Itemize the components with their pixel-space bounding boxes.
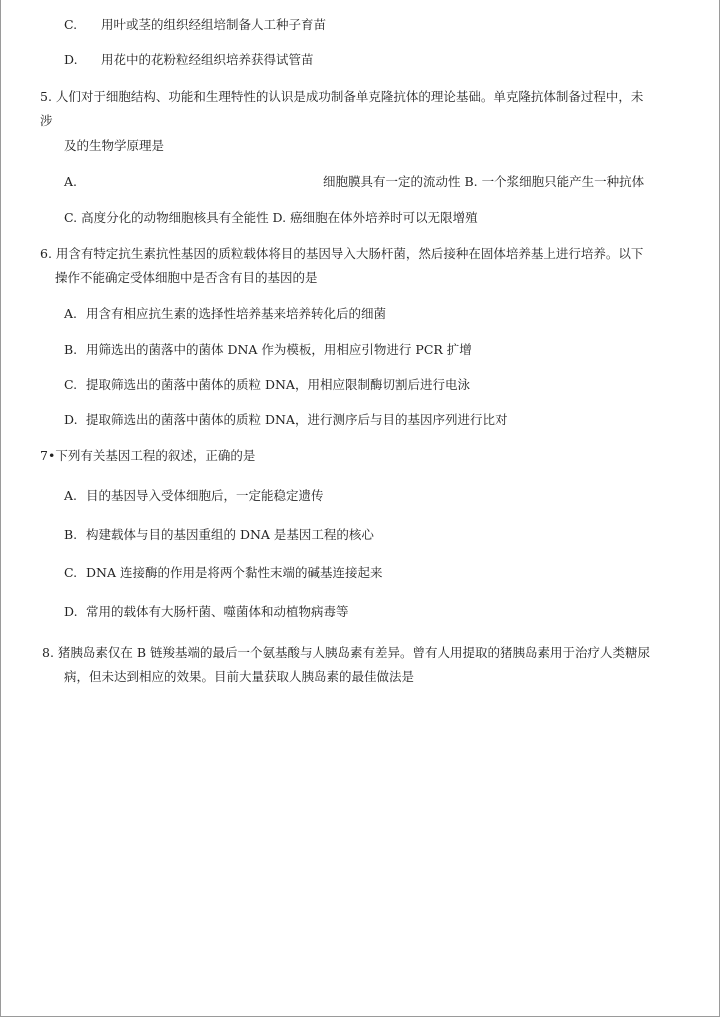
q6-option-c — [64, 377, 470, 393]
q6-option-a — [64, 306, 386, 322]
option-text: 提取筛选出的菌落中菌体的质粒 DNA，用相应限制酶切割后进行电泳 — [86, 377, 470, 392]
option-text: 用含有相应抗生素的选择性培养基来培养转化后的细菌 — [86, 306, 387, 321]
q7-option-d — [64, 604, 349, 620]
q7-stem: 7•下列有关基因工程的叙述，正确的是 — [40, 448, 256, 463]
option-label: C. — [64, 377, 78, 392]
option-label: B. — [64, 527, 78, 542]
q5-option-a-label: A. — [64, 174, 78, 189]
q6-option-d — [64, 412, 507, 428]
option-text: 常用的载体有大肠杆菌、噬菌体和动植物病毒等 — [86, 604, 349, 619]
option-text: 提取筛选出的菌落中菌体的质粒 DNA，进行测序后与目的基因序列进行比对 — [86, 412, 508, 427]
q5-option-c-d-text: C. 高度分化的动物细胞核具有全能性 D. 癌细胞在体外培养时可以无限增殖 — [64, 210, 478, 225]
q5-option-a-b-text: 细胞膜具有一定的流动性 B. 一个浆细胞只能产生一种抗体 — [323, 174, 645, 189]
q7-option-c — [64, 565, 382, 581]
q5-stem-line3: 及的生物学原理是 — [64, 138, 165, 153]
option-text: 构建载体与目的基因重组的 DNA 是基因工程的核心 — [86, 527, 374, 542]
q6-stem-line2: 操作不能确定受体细胞中是否含有目的基因的是 — [55, 270, 318, 285]
q7-option-a — [64, 488, 324, 504]
option-label: C. — [64, 17, 78, 32]
q5-stem-line2: 涉 — [40, 113, 53, 128]
option-label: D. — [64, 52, 78, 67]
q5-stem-line1: 5. 人们对于细胞结构、功能和生理特性的认识是成功制备单克隆抗体的理论基础。单克隆抗体制备过程中，未 — [40, 89, 644, 104]
option-label: C. — [64, 565, 78, 580]
page-border-left — [0, 0, 1, 1017]
option-text: 用叶或茎的组织经组培制备人工种子育苗 — [101, 17, 327, 32]
option-label: B. — [64, 342, 78, 357]
q6-option-b — [64, 342, 472, 358]
q8-stem-line1: 8. 猪胰岛素仅在 B 链羧基端的最后一个氨基酸与人胰岛素有差异。曾有人用提取的猪胰岛素用于治疗人类糖尿 — [42, 645, 651, 660]
option-label: D. — [64, 412, 78, 427]
option-label: A. — [64, 488, 78, 503]
option-label: D. — [64, 604, 78, 619]
q6-stem-line1: 6. 用含有特定抗生素抗性基因的质粒载体将目的基因导入大肠杆菌，然后接种在固体培养基上进行培养。以下 — [40, 246, 644, 261]
option-label: A. — [64, 306, 78, 321]
option-text: 用筛选出的菌落中的菌体 DNA 作为模板，用相应引物进行 PCR 扩增 — [86, 342, 472, 357]
option-text: DNA 连接酶的作用是将两个黏性末端的碱基连接起来 — [86, 565, 383, 580]
q4-option-d — [64, 52, 314, 68]
option-text: 目的基因导入受体细胞后，一定能稳定遗传 — [86, 488, 324, 503]
option-text: 用花中的花粉粒经组织培养获得试管苗 — [101, 52, 314, 67]
q7-option-b — [64, 527, 374, 543]
q8-stem-line2: 病，但未达到相应的效果。目前大量获取人胰岛素的最佳做法是 — [64, 669, 415, 684]
q4-option-c — [64, 17, 326, 33]
